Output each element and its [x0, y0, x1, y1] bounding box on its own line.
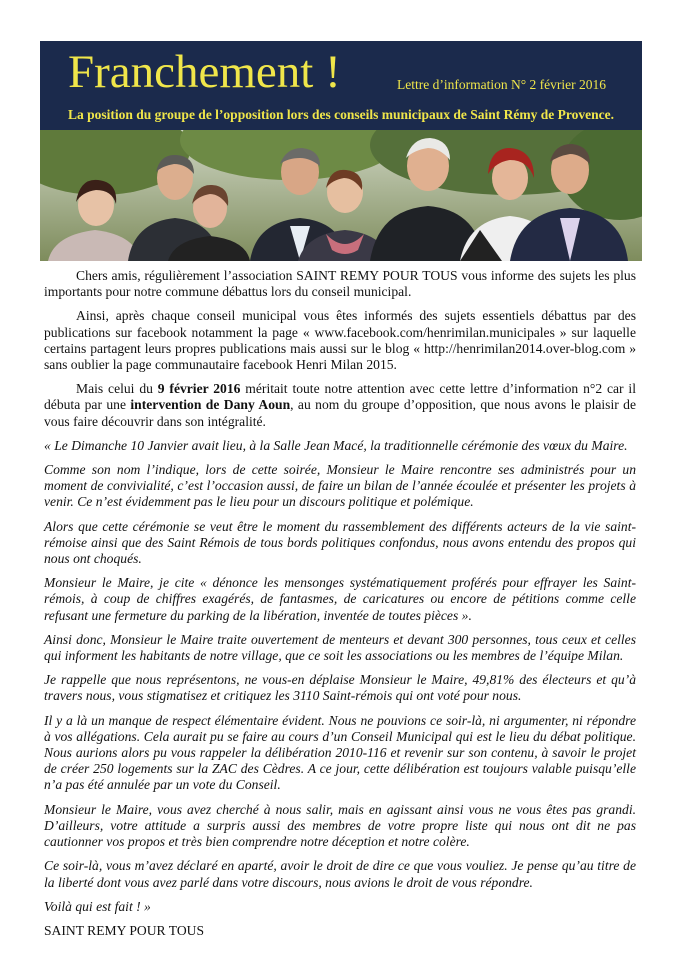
meeting-date: 9 février 2016 — [157, 381, 241, 397]
article-body — [44, 268, 636, 947]
speech-paragraph: Il y a là un manque de respect élémentaire évident. Nous ne pouvions ce soir-là, ni argumenter, ni répondre à vos allégations. Cela aurait pu se faire au cours d’un Conseil Municipal qui est le lieu du débat politique. Nous aurions alors pu vous rappeler la délibération 2010-116 et revenir sur son contenu, à savoir le projet de créer 250 logements sur la ZAC des Cèdres. A ce jour, cette délibération est toujours valable puisqu’elle n’a pas été annulée par un vote du Conseil. — [44, 712, 636, 793]
speech-paragraph: Je rappelle que nous représentons, ne vous-en déplaise Monsieur le Maire, 49,81% des électeurs et qu’à travers nous, vous stigmatisez et critiquez les 3110 Saint-rémois qui ont voté pour nous. — [44, 672, 636, 704]
intro-paragraph-3: Mais celui du 9 février 2016 méritait toute notre attention avec cette lettre d’information n°2 car il débuta par une intervention de Dany Aoun, au nom du groupe d’opposition, que nous avons le plaisir de vous faire découvrir dans son intégralité. — [44, 381, 636, 429]
issue-label: Lettre d’information N° 2 février 2016 — [397, 77, 606, 92]
newsletter-banner — [40, 41, 642, 130]
group-photo — [40, 130, 642, 261]
intro-paragraph-1: Chers amis, régulièrement l’association SAINT REMY POUR TOUS vous informe des sujets les plus importants pour notre commune débattus lors du conseil municipal. — [44, 268, 636, 300]
speech-paragraph: Comme son nom l’indique, lors de cette soirée, Monsieur le Maire rencontre ses administrés pour un moment de convivialité, c’est l’occasion aussi, de faire un bilan de l’année écoulée et présenter les projets à venir. Ce n’est évidemment pas le lieu pour un discours politique et polémique. — [44, 462, 636, 510]
speech-paragraph: Alors que cette cérémonie se veut être le moment du rassemblement des différents acteurs de la vie saint-rémoise ainsi que des Saint Rémois de tous bords politiques confondus, nous avons entendu des propos qui nous ont choqués. — [44, 518, 636, 567]
speech-paragraph: Monsieur le Maire, je cite « dénonce les mensonges systématiquement proférés pour effrayer les Saint-rémois, à coup de chiffres exagérés, de fantasmes, de caricatures ou encore de pétitions comme celle refusant une fermeture du parking de la libération, inventée de toutes pièces ». — [44, 575, 636, 623]
banner-subtitle: La position du groupe de l’opposition lors des conseils municipaux de Saint Rémy de Provence. — [68, 107, 614, 122]
speech-paragraph: Monsieur le Maire, vous avez cherché à nous salir, mais en agissant ainsi vous ne vous êtes pas grandi. D’ailleurs, votre attitude a surpris aussi des membres de votre propre liste qui nous ont dit ne pas cautionner vos propos et très bien comprendre notre déception et notre colère. — [44, 801, 636, 850]
speech-paragraph: « Le Dimanche 10 Janvier avait lieu, à la Salle Jean Macé, la traditionnelle cérémonie des vœux du Maire. — [44, 437, 628, 453]
intro-paragraph-2: Ainsi, après chaque conseil municipal vous êtes informés des sujets essentiels débattus par des publications sur facebook notamment la page « www.facebook.com/henrimilan.municipales » sur laquelle certains partagent leurs propres publications mais aussi sur le blog « http://henrimilan2014.over-blog.com » sans oublier la page communautaire facebook Henri Milan 2015. — [44, 308, 636, 373]
signature: SAINT REMY POUR TOUS — [44, 922, 205, 938]
speech-paragraph: Ce soir-là, vous m’avez déclaré en aparté, avoir le droit de dire ce que vous vouliez. Je pense qu’au titre de la liberté dont vous avez parlé dans votre discours, nous avions le droit de vous répondre. — [44, 858, 636, 890]
masthead-title: Franchement ! — [68, 46, 341, 98]
speaker-intervention: intervention de Dany Aoun — [130, 397, 291, 413]
speech-paragraph: Ainsi donc, Monsieur le Maire traite ouvertement de menteurs et devant 300 personnes, tous ceux et celles qui informent les habitants de notre village, que ce soit les associations ou les membres de l’équipe Milan. — [44, 631, 636, 664]
speech-closing: Voilà qui est fait ! » — [44, 898, 151, 914]
